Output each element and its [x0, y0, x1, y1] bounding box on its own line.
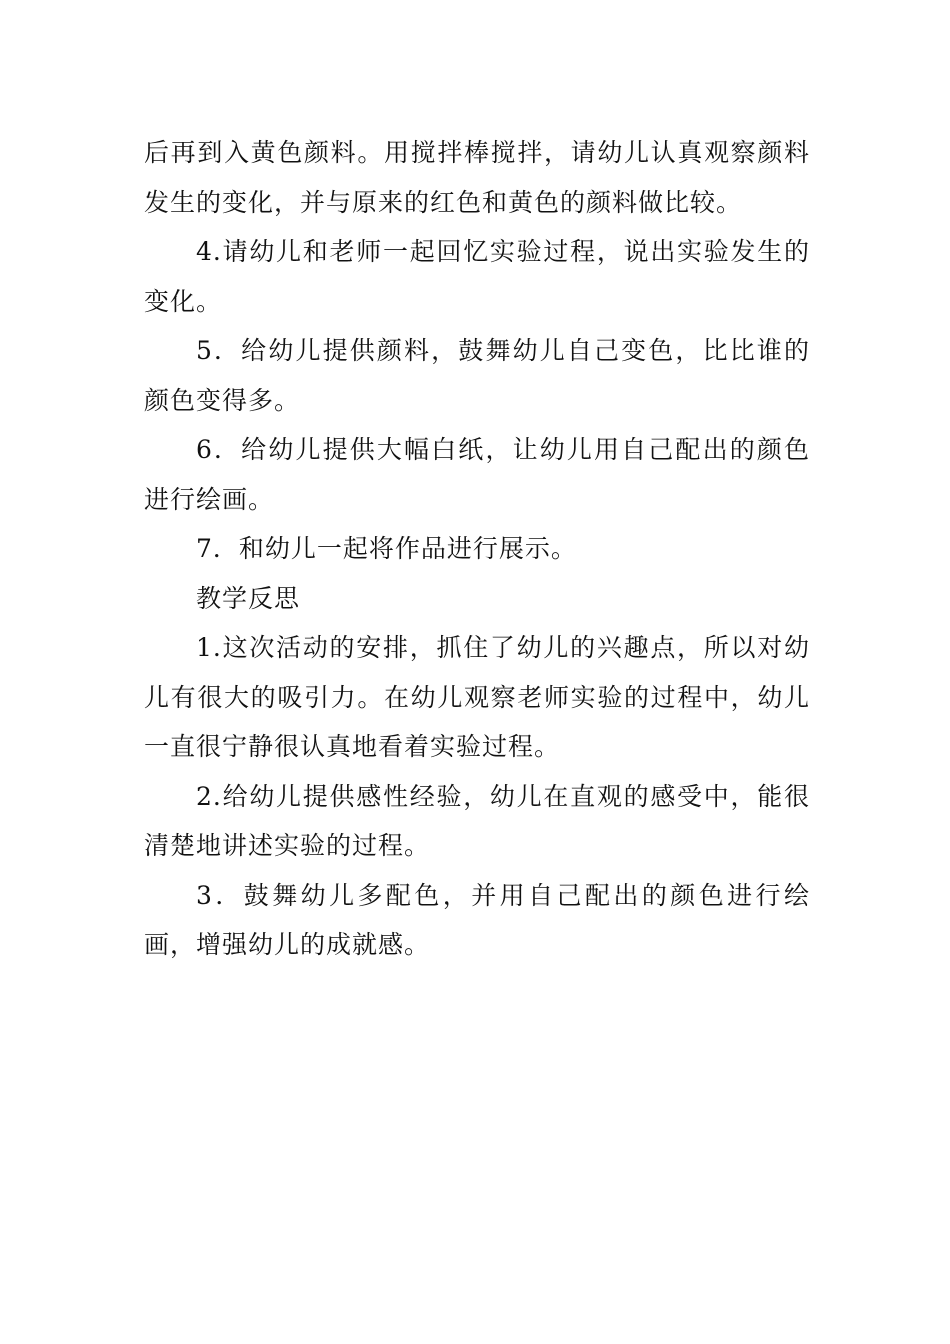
paragraph-reflection-3: 3．鼓舞幼儿多配色，并用自己配出的颜色进行绘画，增强幼儿的成就感。: [144, 880, 810, 959]
paragraph-step-4: 4.请幼儿和老师一起回忆实验过程，说出实验发生的变化。: [144, 237, 810, 316]
paragraph-reflection-1: 1.这次活动的安排，抓住了幼儿的兴趣点，所以对幼儿有很大的吸引力。在幼儿观察老师实验的过程中，幼儿一直很宁静很认真地看着实验过程。: [144, 633, 810, 761]
paragraph-reflection-2: 2.给幼儿提供感性经验，幼儿在直观的感受中，能很清楚地讲述实验的过程。: [144, 781, 810, 860]
paragraph-continuation: 后再到入黄色颜料。用搅拌棒搅拌，请幼儿认真观察颜料发生的变化，并与原来的红色和黄色的颜料做比较。: [144, 138, 810, 217]
paragraph-step-5: 5．给幼儿提供颜料，鼓舞幼儿自己变色，比比谁的颜色变得多。: [144, 336, 810, 415]
paragraph-step-7: 7．和幼儿一起将作品进行展示。: [196, 534, 577, 563]
document-body: [144, 128, 810, 970]
paragraph-step-6: 6．给幼儿提供大幅白纸，让幼儿用自己配出的颜色进行绘画。: [144, 435, 810, 514]
section-heading-reflection: 教学反思: [196, 583, 301, 613]
